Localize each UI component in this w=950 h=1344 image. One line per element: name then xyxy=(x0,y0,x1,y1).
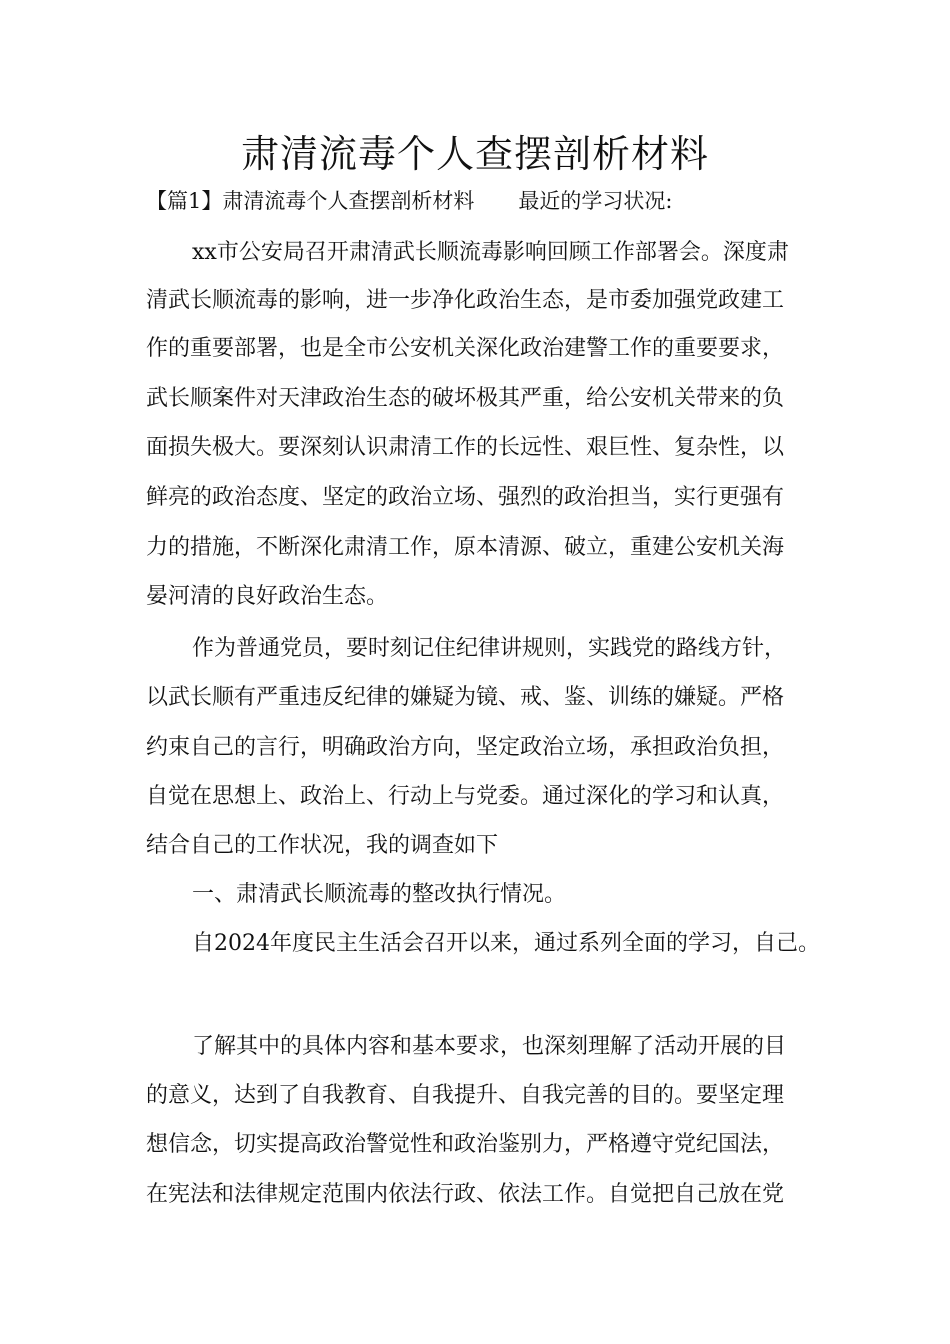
text-line: 想信念，切实提高政治警觉性和政治鉴别力，严格遵守党纪国法， xyxy=(146,1132,785,1157)
text-line: 作为普通党员，要时刻记住纪律讲规则，实践党的路线方针， xyxy=(192,636,787,661)
document-title: 肃清流毒个人查摆剖析材料 xyxy=(240,132,709,176)
text-line: 结合自己的工作状况，我的调查如下 xyxy=(146,833,499,858)
text-line: 力的措施，不断深化肃清工作，原本清源、破立，重建公安机关海 xyxy=(146,535,785,560)
text-line: 的意义，达到了自我教育、自我提升、自我完善的目的。要坚定理 xyxy=(146,1083,785,1108)
text-line: 鲜亮的政治态度、坚定的政治立场、强烈的政治担当，实行更强有 xyxy=(146,485,785,510)
text-line: 晏河清的良好政治生态。 xyxy=(146,584,389,609)
text-line: 以武长顺有严重违反纪律的嫌疑为镜、戒、鉴、训练的嫌疑。严格 xyxy=(146,685,785,710)
lead-line xyxy=(146,186,672,216)
lead-part-1: 【篇1】肃清流毒个人查摆剖析材料 xyxy=(146,189,475,213)
text-line: 约束自己的言行，明确政治方向，坚定政治立场，承担政治负担， xyxy=(146,735,785,760)
text-line: 武长顺案件对天津政治生态的破坏极其严重，给公安机关带来的负 xyxy=(146,386,785,411)
lead-part-2: 最近的学习状况: xyxy=(518,189,673,213)
text-line: 了解其中的具体内容和基本要求，也深刻理解了活动开展的目 xyxy=(192,1034,787,1059)
text-line: xx市公安局召开肃清武长顺流毒影响回顾工作部署会。深度肃 xyxy=(192,240,789,265)
section-heading: 一、肃清武长顺流毒的整改执行情况。 xyxy=(192,882,567,907)
text-line: 在宪法和法律规定范围内依法行政、依法工作。自觉把自己放在党 xyxy=(146,1182,785,1207)
text-line: 自觉在思想上、政治上、行动上与党委。通过深化的学习和认真， xyxy=(146,784,785,809)
text-line: 自2024年度民主生活会召开以来，通过系列全面的学习，自己。 xyxy=(192,931,820,956)
text-line: 清武长顺流毒的影响，进一步净化政治生态，是市委加强党政建工 xyxy=(146,288,785,313)
text-line: 作的重要部署，也是全市公安机关深化政治建警工作的重要要求， xyxy=(146,336,785,361)
text-line: 面损失极大。要深刻认识肃清工作的长远性、艰巨性、复杂性，以 xyxy=(146,435,785,460)
